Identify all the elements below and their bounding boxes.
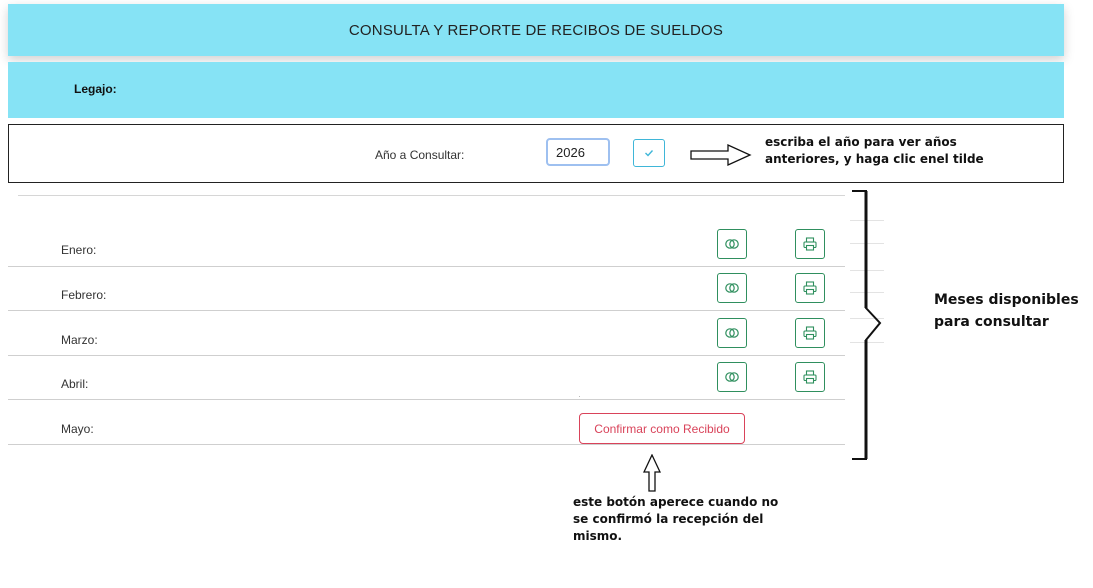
month-label-enero: Enero: [61,243,97,257]
button-explanation-note: este botón aperece cuando no se confirmó la recepción del mismo. [573,495,779,543]
month-label-marzo: Marzo: [61,333,98,347]
month-label-febrero: Febrero: [61,288,107,302]
view-receipt-icon [724,282,740,294]
print-icon [803,326,817,340]
view-receipt-icon [724,327,740,339]
view-receipt-button-marzo[interactable] [717,318,747,348]
print-button-enero[interactable] [795,229,825,259]
print-icon [803,281,817,295]
view-receipt-button-enero[interactable] [717,229,747,259]
row-divider [8,444,845,445]
page-title-text: CONSULTA Y REPORTE DE RECIBOS DE SUELDOS [348,21,724,39]
print-button-febrero[interactable] [795,273,825,303]
divider [579,396,580,397]
view-receipt-icon [724,238,740,250]
bracket-icon [848,190,888,462]
year-instruction-note: escriba el año para ver años anteriores, y haga clic enel tilde [765,135,984,166]
divider [18,195,845,196]
row-divider [8,355,845,356]
print-icon [803,370,817,384]
print-button-marzo[interactable] [795,318,825,348]
month-label-mayo: Mayo: [61,422,94,436]
arrow-right-icon [690,144,752,166]
page-title [8,4,1064,56]
view-receipt-icon [724,371,740,383]
confirm-year-button[interactable] [633,139,665,167]
print-button-abril[interactable] [795,362,825,392]
arrow-up-icon [643,454,661,492]
confirm-received-button[interactable]: Confirmar como Recibido [579,413,745,444]
year-input[interactable] [546,138,610,166]
legajo-label: Legajo: [74,82,117,96]
year-label: Año a Consultar: [375,148,465,162]
month-label-abril: Abril: [61,377,89,391]
months-available-note: Meses disponibles para consultar [934,292,1079,330]
row-divider [8,399,845,400]
print-icon [803,237,817,251]
view-receipt-button-febrero[interactable] [717,273,747,303]
check-icon [644,149,654,157]
row-divider [8,266,845,267]
legajo-bar [8,62,1064,118]
row-divider [8,310,845,311]
view-receipt-button-abril[interactable] [717,362,747,392]
